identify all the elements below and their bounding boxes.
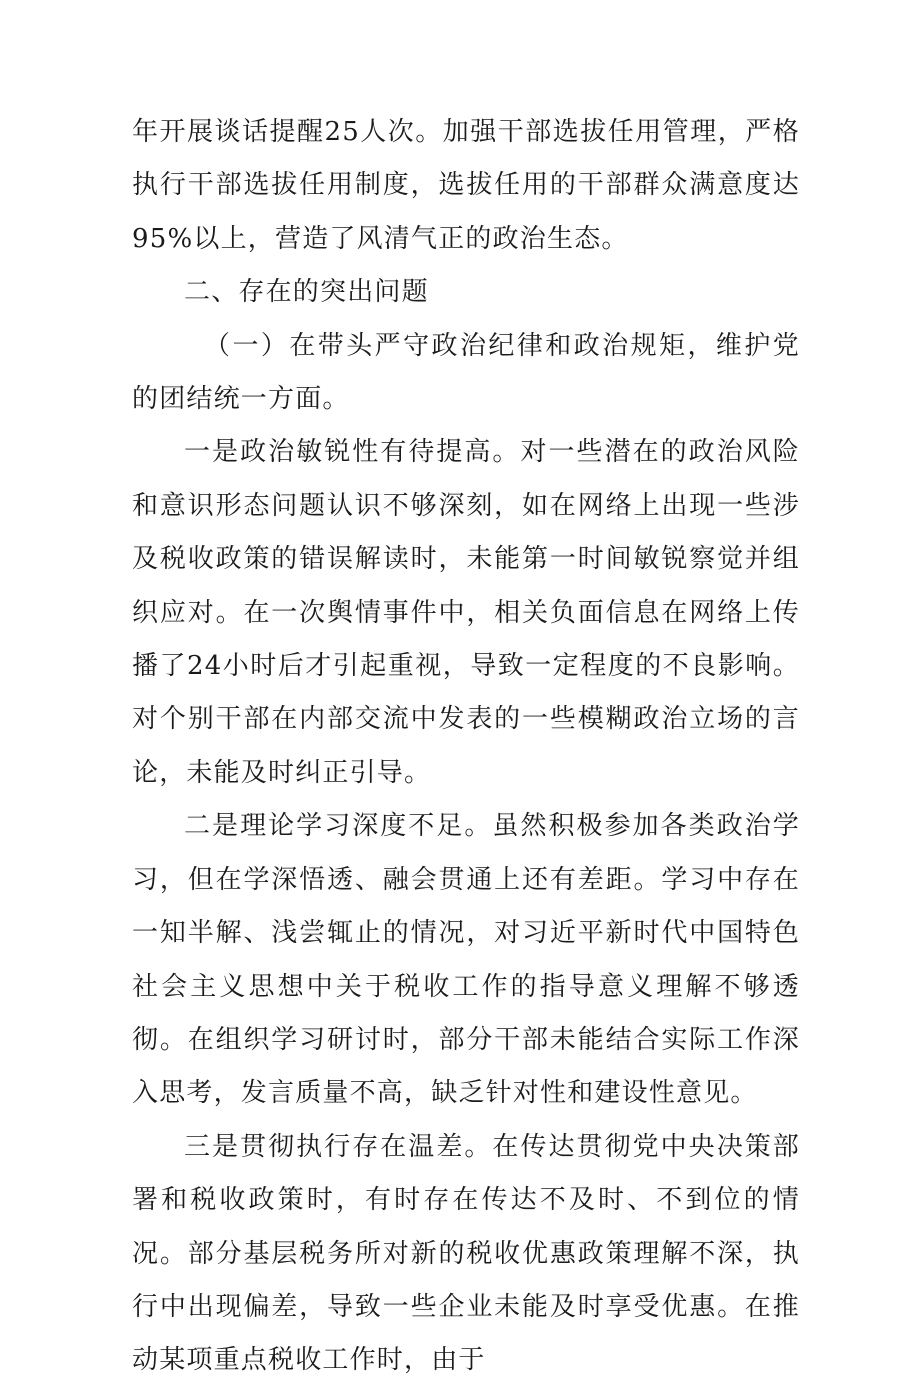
paragraph-item-2: 二是理论学习深度不足。虽然积极参加各类政治学习，但在学深悟透、融会贯通上还有差距。学习中存在一知半解、浅尝辄止的情况，对习近平新时代中国特色社会主义思想中关于税收工作的指导意义理解不够透彻。在组织学习研讨时，部分干部未能结合实际工作深入思考，发言质量不高，缺乏针对性和建设性意见。 bbox=[132, 811, 800, 1109]
section-heading: 二、存在的突出问题 bbox=[184, 277, 429, 308]
document-body bbox=[132, 106, 800, 1388]
paragraph-item-3: 三是贯彻执行存在温差。在传达贯彻党中央决策部署和税收政策时，有时存在传达不及时、不到位的情况。部分基层税务所对新的税收优惠政策理解不深，执行中出现偏差，导致一些企业未能及时享受优惠。在推动某项重点税收工作时，由于 bbox=[132, 1131, 800, 1376]
paragraph-continuation: 年开展谈话提醒25人次。加强干部选拔任用管理，严格执行干部选拔任用制度，选拔任用的干部群众满意度达95%以上，营造了风清气正的政治生态。 bbox=[132, 117, 800, 254]
paragraph-item-1: 一是政治敏锐性有待提高。对一些潜在的政治风险和意识形态问题认识不够深刻，如在网络上出现一些涉及税收政策的错误解读时，未能第一时间敏锐察觉并组织应对。在一次舆情事件中，相关负面信息在网络上传播了24小时后才引起重视，导致一定程度的不良影响。对个别干部在内部交流中发表的一些模糊政治立场的言论，未能及时纠正引导。 bbox=[132, 437, 800, 788]
subsection-heading: （一）在带头严守政治纪律和政治规矩，维护党的团结统一方面。 bbox=[132, 330, 800, 415]
